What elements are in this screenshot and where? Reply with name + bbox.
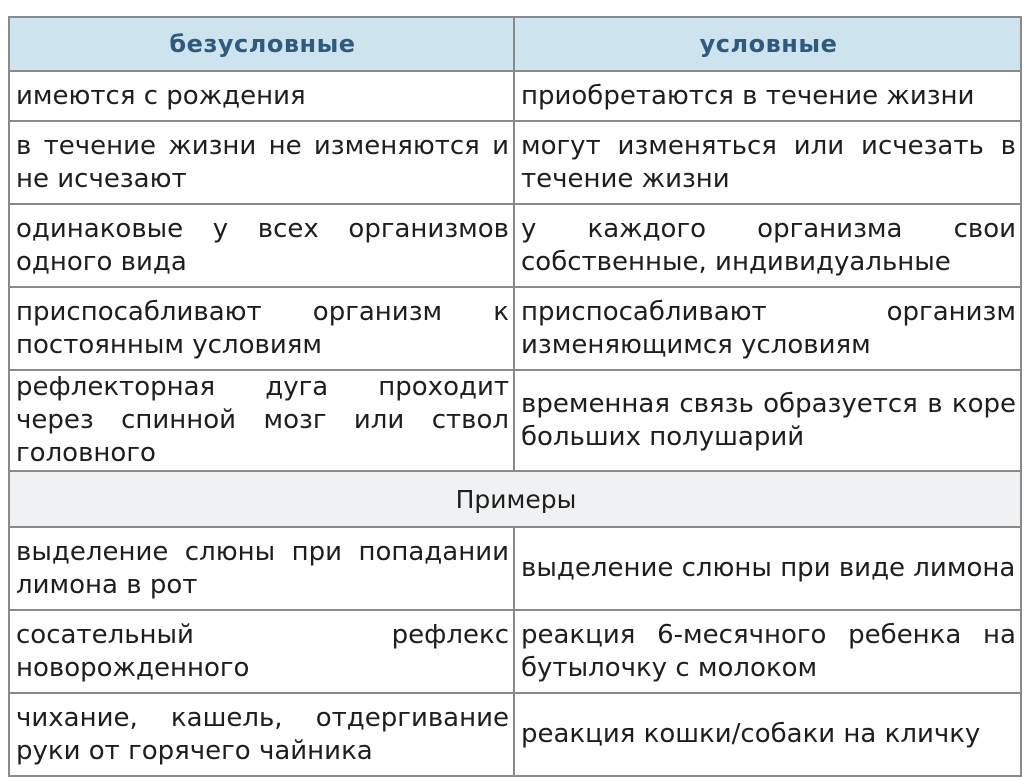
table-row (9, 71, 1021, 121)
table-row (9, 121, 1021, 204)
cell-conditioned: приобретаются в течение жизни (514, 71, 1021, 121)
header-unconditioned: безусловные (9, 17, 514, 71)
cell-unconditioned: приспосабливают организм к постоянным условиям (9, 287, 514, 370)
table-header-row (9, 17, 1021, 71)
cell-unconditioned: в течение жизни не изменяются и не исчезают (9, 121, 514, 204)
cell-conditioned: могут изменяться или исчезать в течение жизни (514, 121, 1021, 204)
table-row (9, 370, 1021, 471)
header-conditioned: условные (514, 17, 1021, 71)
example-unconditioned: чихание, кашель, отдергивание руки от горячего чайника (9, 693, 514, 776)
cell-unconditioned: одинаковые у всех организмов одного вида (9, 204, 514, 287)
example-unconditioned: выделение слюны при попадании лимона в рот (9, 527, 514, 610)
cell-conditioned: приспосабливают организм изменяющимся условиям (514, 287, 1021, 370)
example-conditioned: выделение слюны при виде лимона (514, 527, 1021, 610)
example-conditioned: реакция 6-месячного ребенка на бутылочку с молоком (514, 610, 1021, 693)
example-unconditioned: сосательный рефлекс новорожденного (9, 610, 514, 693)
example-conditioned: реакция кошки/собаки на кличку (514, 693, 1021, 776)
example-row (9, 610, 1021, 693)
cell-conditioned: у каждого организма свои собственные, индивидуальные (514, 204, 1021, 287)
section-row (9, 471, 1021, 527)
example-row (9, 693, 1021, 776)
reflex-comparison-table (8, 16, 1022, 777)
section-title-examples: Примеры (9, 471, 1021, 527)
example-row (9, 527, 1021, 610)
table-row (9, 204, 1021, 287)
table-row (9, 287, 1021, 370)
cell-unconditioned: имеются с рождения (9, 71, 514, 121)
cell-unconditioned: рефлекторная дуга проходит через спинной мозг или ствол головного (9, 370, 514, 471)
cell-conditioned: временная связь образуется в коре больших полушарий (514, 370, 1021, 471)
